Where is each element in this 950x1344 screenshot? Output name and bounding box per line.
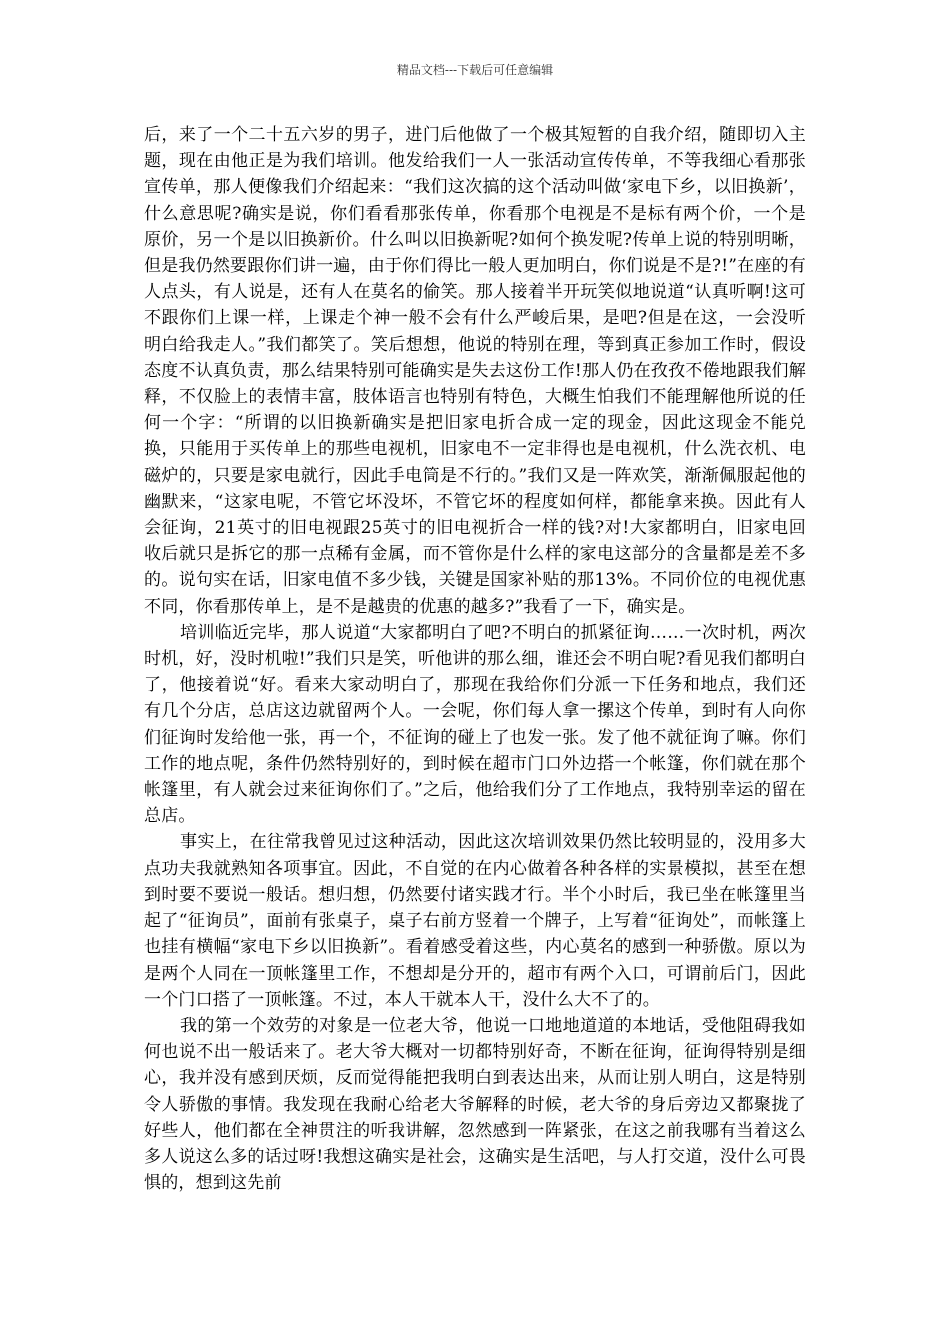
paragraph-1: 后，来了一个二十五六岁的男子，进门后他做了一个极其短暂的自我介绍，随即切入主题，现在由他正是为我们培训。他发给我们一人一张活动宣传传单，不等我细心看那张宣传单，那人便像我们介绍起来：“我们这次搞的这个活动叫做‘家电下乡，以旧换新’，什么意思呢?确实是说，你们看看那张传单，你看那个电视是不是标有两个价，一个是原价，另一个是以旧换新价。什么叫以旧换新呢?如何个换发呢?传单上说的特别明晰，但是我仍然要跟你们讲一遍，由于你们得比一般人更加明白，你们说是不是?!”在座的有人点头，有人说是，还有人在莫名的偷笑。那人接着半开玩笑似地说道“认真听啊!这可不跟你们上课一样，上课走个神一般不会有什么严峻后果，是吧?但是在这，一会没听明白给我走人。”我们都笑了。笑后想想，他说的特别在理，等到真正参加工作时，假设态度不认真负责，那么结果特别可能确实是失去这份工作!那人仍在孜孜不倦地跟我们解释，不仅脸上的表情丰富，肢体语言也特别有特色，大概生怕我们不能理解他所说的任何一个字：“所谓的以旧换新确实是把旧家电折合成一定的现金，因此这现金不能兑换，只能用于买传单上的那些电视机，旧家电不一定非得也是电视机，什么洗衣机、电磁炉的，只要是家电就行，因此手电筒是不行的。”我们又是一阵欢笑，渐渐佩服起他的幽默来，“这家电呢，不管它坏没坏，不管它坏的程度如何样，都能拿来换。因此有人会征询，21英寸的旧电视跟25英寸的旧电视折合一样的钱?对!大家都明白，旧家电回收后就只是拆它的那一点稀有金属，而不管你是什么样的家电这部分的含量都是差不多的。说句实在话，旧家电值不多少钱，关键是国家补贴的那13%。不同价位的电视优惠不同，你看那传单上，是不是越贵的优惠的越多?”我看了一下，确实是。 xyxy=(144,125,806,617)
paragraph-3: 事实上，在往常我曾见过这种活动，因此这次培训效果仍然比较明显的，没用多大点功夫我就熟知各项事宜。因此，不自觉的在内心做着各种各样的实景模拟，甚至在想到时要不要说一般话。想归想，仍然要付诸实践才行。半个小时后，我已坐在帐篷里当起了“征询员”，面前有张桌子，桌子右前方竖着一个牌子，上写着“征询处”，而帐篷上也挂有横幅“家电下乡以旧换新”。看着感受着这些，内心莫名的感到一种骄傲。原以为是两个人同在一顶帐篷里工作，不想却是分开的，超市有两个入口，可谓前后门，因此一个门口搭了一顶帐篷。不过，本人干就本人干，没什么大不了的。 xyxy=(144,832,806,1010)
paragraph-2: 培训临近完毕，那人说道“大家都明白了吧?不明白的抓紧征询……一次时机，两次时机，好，没时机啦!”我们只是笑，听他讲的那么细，谁还会不明白呢?看见我们都明白了，他接着说“好。看来大家动明白了，那现在我给你们分派一下任务和地点，我们还有几个分店，总店这边就留两个人。一会呢，你们每人拿一摞这个传单，到时有人向你们征询时发给他一张，再一个，不征询的碰上了也发一张。发了他不就征询了嘛。你们工作的地点呢，条件仍然特别好的，到时候在超市门口外边搭一个帐篷，你们就在那个帐篷里，有人就会过来征询你们了。”之后，他给我们分了工作地点，我特别幸运的留在总店。 xyxy=(144,622,806,827)
document-body xyxy=(144,122,806,1196)
paragraph-4: 我的第一个效劳的对象是一位老大爷，他说一口地地道道的本地话，受他阻碍我如何也说不出一般话来了。老大爷大概对一切都特别好奇，不断在征询，征询得特别是细心，我并没有感到厌烦，反而觉得能把我明白到表达出来，从而让别人明白，这是特别令人骄傲的事情。我发现在我耐心给老大爷解释的时候，老大爷的身后旁边又都聚拢了好些人，他们都在全神贯注的听我讲解，忽然感到一阵紧张，在这之前我哪有当着这么多人说这么多的话过呀!我想这确实是社会，这确实是生活吧，与人打交道，没什么可畏惧的，想到这先前 xyxy=(144,1015,806,1194)
page-header: 精品文档---下载后可任意编辑 xyxy=(396,63,554,77)
